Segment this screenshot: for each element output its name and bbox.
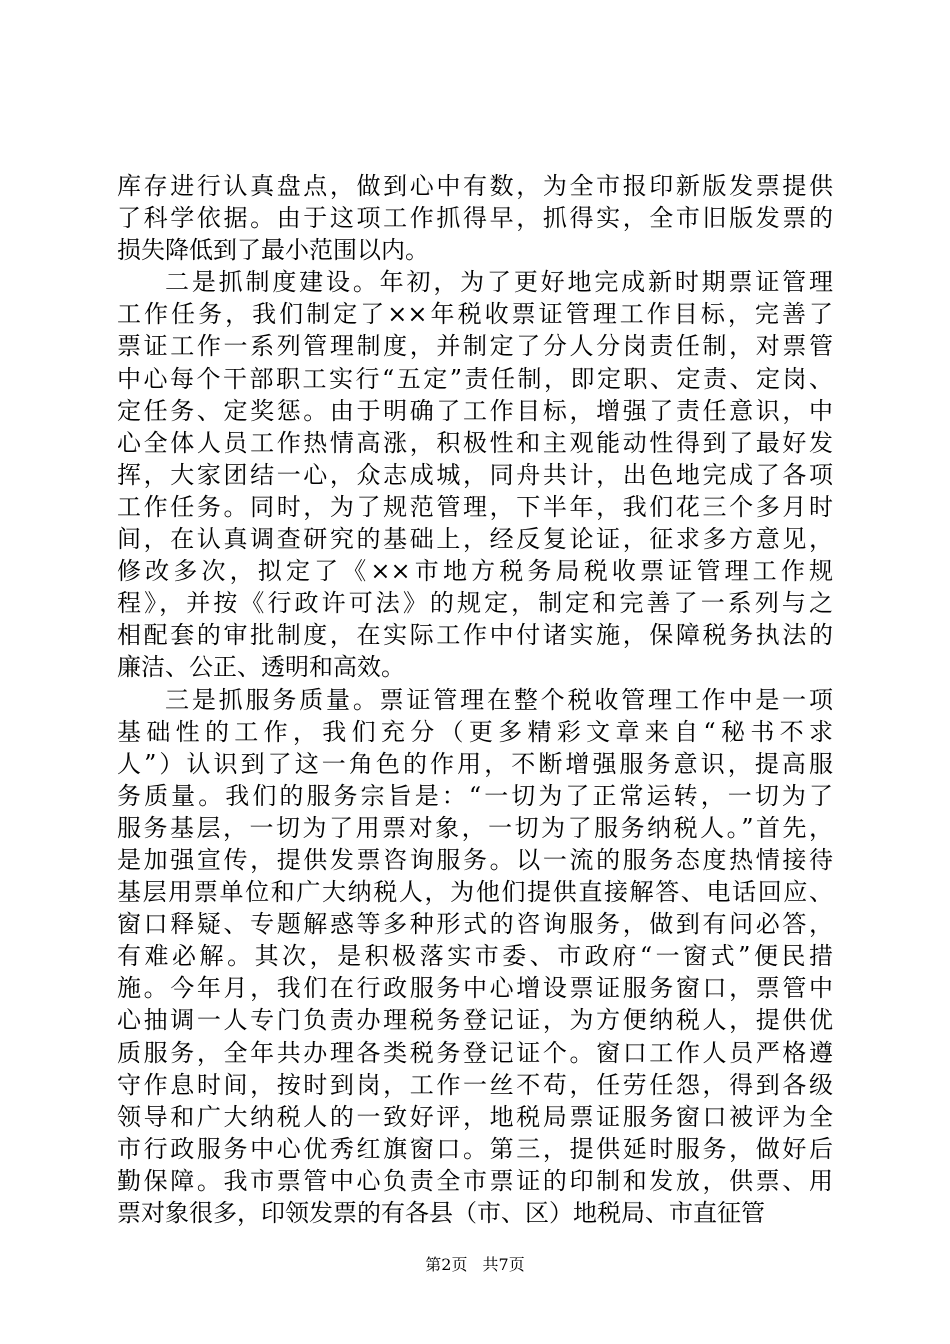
text-line: 挥，大家团结一心，众志成城，同舟共计，出色地完成了各项 — [117, 460, 833, 489]
text-line: 库存进行认真盘点，做到心中有数，为全市报印新版发票提供 — [117, 172, 833, 200]
text-line: 二是抓制度建设。年初，为了更好地完成新时期票证管理 — [165, 268, 833, 297]
text-line: 定任务、定奖惩。由于明确了工作目标，增强了责任意识，中 — [117, 396, 833, 425]
text-line: 程》，并按《行政许可法》的规定，制定和完善了一系列与之 — [117, 589, 833, 618]
page-number: 第2页 — [425, 1255, 468, 1274]
text-line: 修改多次，拟定了《××市地方税务局税收票证管理工作规 — [117, 557, 833, 586]
text-line: 损失降低到了最小范围以内。 — [117, 236, 429, 265]
text-line: 心全体人员工作热情高涨，积极性和主观能动性得到了最好发 — [117, 428, 833, 457]
text-line: 廉洁、公正、透明和高效。 — [117, 653, 405, 682]
document-body — [117, 170, 833, 1229]
text-line: 施。今年月，我们在行政服务中心增设票证服务窗口，票管中 — [117, 974, 833, 1003]
text-line: 勤保障。我市票管中心负责全市票证的印制和发放，供票、用 — [117, 1166, 833, 1195]
text-line: 守作息时间，按时到岗，工作一丝不苟，任劳任怨，得到各级 — [117, 1070, 833, 1099]
text-line: 窗口释疑、专题解惑等多种形式的咨询服务，做到有问必答， — [117, 910, 833, 939]
text-line: 票证工作一系列管理制度，并制定了分人分岗责任制，对票管 — [117, 332, 833, 361]
text-line: 服务基层，一切为了用票对象，一切为了服务纳税人。”首先， — [117, 813, 833, 842]
text-line: 基层用票单位和广大纳税人，为他们提供直接解答、电话回应、 — [117, 878, 833, 907]
paragraph — [117, 266, 833, 683]
text-line: 心抽调一人专门负责办理税务登记证，为方便纳税人，提供优 — [117, 1006, 833, 1035]
text-line: 市行政服务中心优秀红旗窗口。第三，提供延时服务，做好后 — [117, 1134, 833, 1163]
text-line: 相配套的审批制度，在实际工作中付诸实施，保障税务执法的 — [117, 621, 833, 650]
text-line: 领导和广大纳税人的一致好评，地税局票证服务窗口被评为全 — [117, 1102, 833, 1131]
text-line: 工作任务，我们制定了××年税收票证管理工作目标，完善了 — [117, 300, 833, 329]
text-line: 中心每个干部职工实行“五定”责任制，即定职、定责、定岗、 — [117, 364, 833, 393]
text-line: 工作任务。同时，为了规范管理，下半年，我们花三个多月时 — [117, 492, 833, 521]
text-line: 务质量。我们的服务宗旨是：“一切为了正常运转，一切为了 — [117, 781, 833, 810]
text-line: 人”）认识到了这一角色的作用，不断增强服务意识，提高服 — [117, 749, 833, 778]
text-line: 间，在认真调查研究的基础上，经反复论证，征求多方意见， — [117, 525, 833, 554]
paragraph — [117, 170, 833, 266]
paragraph — [117, 684, 833, 1230]
page-footer — [0, 1255, 950, 1275]
text-line: 有难必解。其次，是积极落实市委、市政府“一窗式”便民措 — [117, 942, 833, 971]
text-line: 票对象很多，印领发票的有各县（市、区）地税局、市直征管 — [117, 1199, 765, 1227]
text-line: 基础性的工作，我们充分（更多精彩文章来自“秘书不求 — [117, 717, 833, 746]
text-line: 质服务，全年共办理各类税务登记证个。窗口工作人员严格遵 — [117, 1038, 833, 1067]
text-line: 了科学依据。由于这项工作抓得早，抓得实，全市旧版发票的 — [117, 204, 833, 233]
text-line: 三是抓服务质量。票证管理在整个税收管理工作中是一项 — [165, 685, 833, 714]
text-line: 是加强宣传，提供发票咨询服务。以一流的服务态度热情接待 — [117, 845, 833, 874]
page-total: 共7页 — [482, 1255, 525, 1274]
